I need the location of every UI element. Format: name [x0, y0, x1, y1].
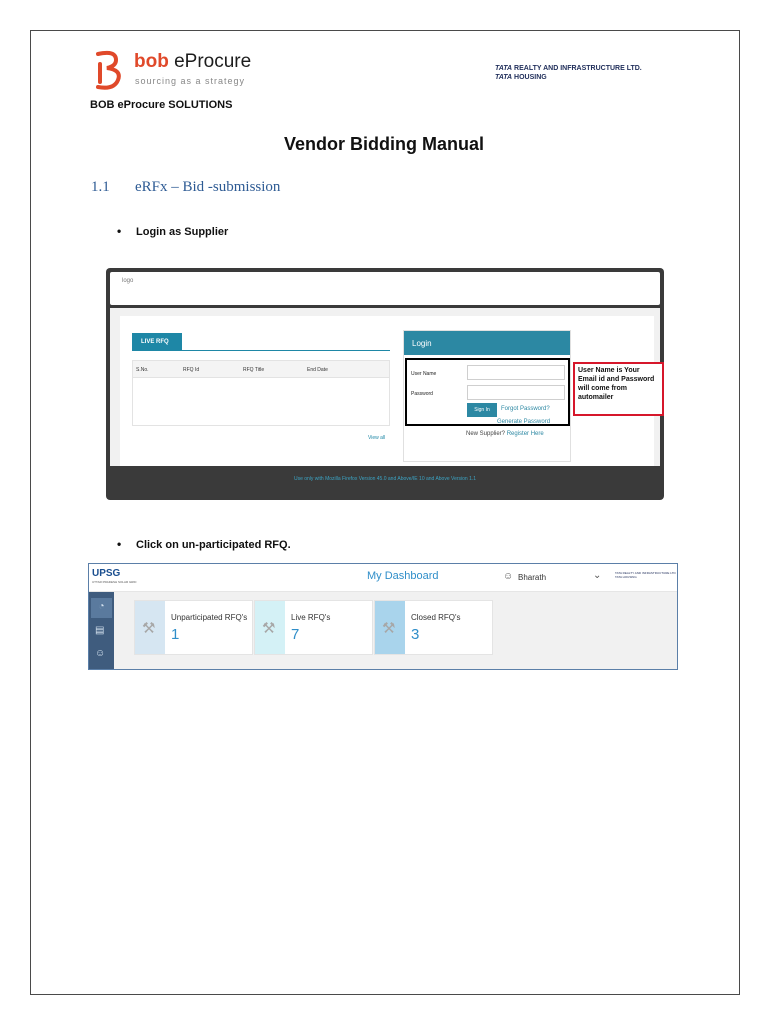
bullet-click-rfq: • Click on un-participated RFQ. — [117, 537, 291, 551]
card-closed-rfqs[interactable] — [374, 600, 493, 655]
user-name[interactable]: Bharath — [518, 573, 547, 582]
dashboard-main — [114, 592, 677, 669]
bob-logo-icon — [92, 50, 126, 90]
col-end-date: End Date — [307, 367, 328, 373]
card-label: Live RFQ's — [291, 613, 331, 622]
dashboard-title: My Dashboard — [367, 570, 439, 582]
card-count: 7 — [291, 626, 300, 643]
gavel-icon: ⚒ — [135, 601, 165, 654]
username-input[interactable] — [467, 365, 565, 380]
view-all-link[interactable]: View all — [368, 435, 386, 441]
login-topbar — [110, 272, 660, 305]
login-panel — [120, 316, 654, 466]
rfq-table-header — [132, 360, 390, 378]
forgot-password-link[interactable]: Forgot Password? — [501, 406, 550, 412]
password-input[interactable] — [467, 385, 565, 400]
page-border — [30, 30, 740, 995]
card-live-rfqs[interactable] — [254, 600, 373, 655]
dashboard-gauge-icon[interactable]: ◔ — [91, 598, 112, 618]
col-rfq-title: RFQ Title — [243, 367, 265, 373]
dashboard-sidebar — [89, 592, 114, 669]
gavel-icon: ⚒ — [255, 601, 285, 654]
new-supplier-text: New Supplier? Register Here — [466, 431, 544, 437]
logo-tagline: sourcing as a strategy — [135, 76, 246, 86]
chevron-down-icon[interactable]: ⌄ — [593, 570, 602, 581]
dashboard-screenshot — [88, 563, 678, 670]
register-link[interactable]: Register Here — [506, 431, 544, 437]
sign-in-button[interactable]: Sign In — [467, 403, 497, 417]
bullet-icon: • — [117, 537, 122, 551]
section-title: eRFx – Bid -submission — [135, 179, 281, 195]
login-title: Login — [404, 331, 570, 355]
bullet-icon: • — [117, 224, 122, 238]
bullet-login: • Login as Supplier — [117, 224, 229, 238]
card-label: Closed RFQ's — [411, 613, 461, 622]
section-number: 1.1 — [91, 179, 110, 195]
logo-wordmark: bob eProcure — [134, 51, 252, 72]
section-heading — [91, 179, 280, 196]
card-label: Unparticipated RFQ's — [171, 613, 248, 622]
generate-password-link[interactable]: Generate Password — [497, 419, 551, 425]
col-rfq-id: RFQ Id — [183, 367, 200, 373]
company-name: BOB eProcure SOLUTIONS — [90, 99, 233, 111]
gavel-icon: ⚒ — [375, 601, 405, 654]
login-body — [110, 308, 660, 466]
user-icon: ☺ — [503, 571, 514, 582]
card-count: 1 — [171, 626, 180, 643]
bob-eprocure-logo — [92, 48, 262, 92]
upsg-logo: UPSG UTTAR PRADESH SOLAR GRID — [92, 568, 137, 584]
card-unparticipated-rfqs[interactable] — [134, 600, 253, 655]
col-sno: S.No. — [136, 367, 149, 373]
reports-icon[interactable]: ▤ — [95, 625, 105, 636]
dashboard-topbar — [89, 564, 677, 592]
login-screenshot — [106, 268, 664, 500]
card-count: 3 — [411, 626, 420, 643]
profile-icon[interactable]: ☺ — [95, 648, 106, 659]
dashboard-tata-logo: TATA REALTY AND INFRASTRUCTURE LTD TATA HOUSING — [615, 571, 676, 579]
login-box — [403, 330, 571, 462]
site-logo-placeholder: logo — [122, 278, 134, 284]
tata-logo: TATA REALTY AND INFRASTRUCTURE LTD. TATA HOUSING — [495, 65, 642, 81]
password-label: Password — [411, 391, 433, 397]
credentials-note: User Name is Your Email id and Password will come from automailer — [573, 362, 664, 416]
tab-underline — [132, 350, 390, 351]
rfq-table-body — [132, 378, 390, 426]
tab-live-rfq[interactable]: LIVE RFQ — [132, 333, 182, 351]
document-title: Vendor Bidding Manual — [283, 134, 484, 154]
browser-support-footer: Use only with Mozilla Firefox Version 45.0 and Above/IE 10 and Above Version 1.1 — [293, 476, 477, 482]
username-label: User Name — [411, 371, 437, 377]
